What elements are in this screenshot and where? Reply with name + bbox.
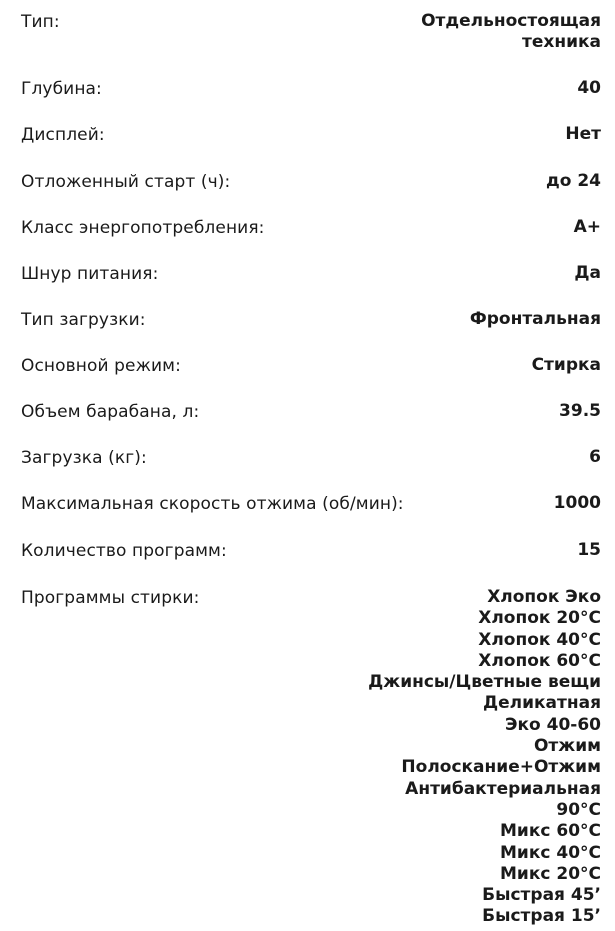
spec-label: Максимальная скорость отжима (об/мин): bbox=[21, 494, 404, 514]
spec-row-load-kg bbox=[21, 447, 601, 469]
spec-row-drum-volume bbox=[21, 401, 601, 423]
spec-row-main-mode bbox=[21, 355, 601, 377]
program-item: Эко 40-60 bbox=[505, 714, 601, 735]
spec-label: Программы стирки: bbox=[21, 588, 200, 608]
program-item: Антибактериальная bbox=[405, 778, 601, 799]
spec-label: Шнур питания: bbox=[21, 264, 159, 284]
program-item: Хлопок 40°C bbox=[478, 629, 601, 650]
spec-row-program-count bbox=[21, 540, 601, 562]
program-item: Хлопок Эко bbox=[487, 587, 601, 607]
spec-label: Глубина: bbox=[21, 79, 102, 99]
spec-value: A+ bbox=[573, 217, 601, 237]
spec-value: 6 bbox=[589, 447, 601, 467]
spec-value: до 24 bbox=[546, 171, 601, 191]
spec-row-display bbox=[21, 124, 601, 146]
spec-value: 40 bbox=[577, 78, 601, 98]
program-item: Хлопок 20°C bbox=[478, 608, 601, 629]
program-item: Полоскание+Отжим bbox=[401, 757, 601, 778]
spec-row-energy-class bbox=[21, 217, 601, 239]
spec-value: Фронтальная bbox=[469, 309, 601, 329]
spec-value: Да bbox=[574, 263, 601, 283]
program-item: Деликатная bbox=[482, 693, 601, 714]
spec-label: Тип загрузки: bbox=[21, 310, 146, 330]
program-item: Микс 20°C bbox=[500, 863, 601, 884]
spec-row-power-cord bbox=[21, 263, 601, 285]
spec-value: 1000 bbox=[553, 493, 601, 513]
spec-value: Нет bbox=[565, 124, 601, 144]
spec-value-line: техника bbox=[521, 32, 601, 53]
spec-row-wash-programs bbox=[21, 587, 601, 928]
program-item: Микс 60°C bbox=[500, 821, 601, 842]
spec-value: 15 bbox=[577, 540, 601, 560]
program-item: Хлопок 60°C bbox=[478, 650, 601, 671]
spec-label: Класс энергопотребления: bbox=[21, 218, 265, 238]
spec-label: Дисплей: bbox=[21, 125, 105, 145]
spec-row-type bbox=[21, 11, 601, 54]
spec-label: Количество программ: bbox=[21, 541, 227, 561]
program-item: Отжим bbox=[533, 736, 601, 757]
spec-value: Стирка bbox=[531, 355, 601, 375]
spec-row-delay-start bbox=[21, 171, 601, 193]
spec-label: Загрузка (кг): bbox=[21, 448, 147, 468]
program-item: Джинсы/Цветные вещи bbox=[368, 672, 601, 693]
spec-label: Отложенный старт (ч): bbox=[21, 172, 231, 192]
spec-row-spin-speed bbox=[21, 493, 601, 515]
spec-label: Основной режим: bbox=[21, 356, 181, 376]
spec-row-depth bbox=[21, 78, 601, 100]
spec-label: Объем барабана, л: bbox=[21, 402, 200, 422]
spec-value-list bbox=[368, 587, 601, 928]
spec-label: Тип: bbox=[21, 12, 60, 32]
program-item: Микс 40°C bbox=[500, 842, 601, 863]
program-item: Быстрая 15’ bbox=[482, 906, 601, 927]
spec-value: 39.5 bbox=[559, 401, 601, 421]
spec-value bbox=[421, 11, 601, 54]
spec-row-load-type bbox=[21, 309, 601, 331]
spec-value-line: Отдельностоящая bbox=[421, 11, 601, 31]
program-item: Быстрая 45’ bbox=[482, 885, 601, 906]
program-item: 90°C bbox=[556, 799, 601, 820]
